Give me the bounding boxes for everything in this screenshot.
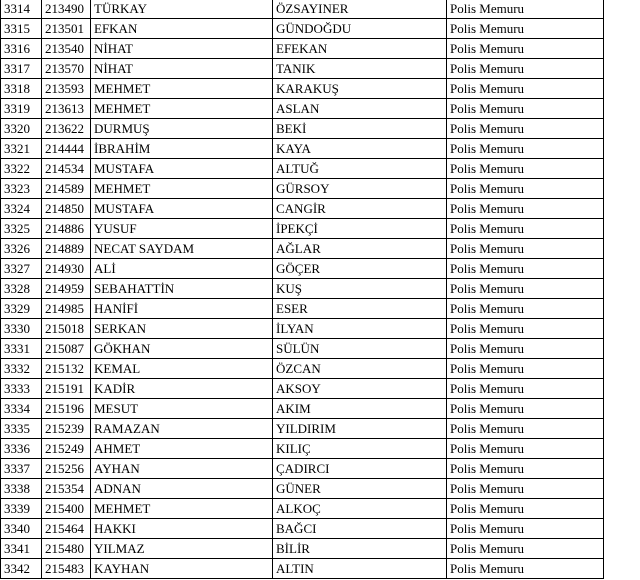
first-name-cell: HANİFİ — [91, 299, 273, 319]
first-name-cell: MEHMET — [91, 99, 273, 119]
registry-id-cell: 215354 — [42, 479, 91, 499]
surname-cell: KARAKUŞ — [273, 79, 447, 99]
rank-title-cell: Polis Memuru — [447, 399, 604, 419]
row-number-cell: 3325 — [1, 219, 42, 239]
registry-id-cell: 215196 — [42, 399, 91, 419]
registry-id-cell: 214959 — [42, 279, 91, 299]
table-row — [1, 479, 604, 499]
registry-id-cell: 213593 — [42, 79, 91, 99]
row-number-cell: 3324 — [1, 199, 42, 219]
registry-id-cell: 214930 — [42, 259, 91, 279]
rank-title-cell: Polis Memuru — [447, 439, 604, 459]
table-row — [1, 559, 604, 579]
rank-title-cell: Polis Memuru — [447, 19, 604, 39]
registry-id-cell: 214985 — [42, 299, 91, 319]
rank-title-cell: Polis Memuru — [447, 0, 604, 19]
table-row — [1, 239, 604, 259]
surname-cell: TANIK — [273, 59, 447, 79]
registry-id-cell: 215087 — [42, 339, 91, 359]
surname-cell: AKSOY — [273, 379, 447, 399]
rank-title-cell: Polis Memuru — [447, 499, 604, 519]
row-number-cell: 3336 — [1, 439, 42, 459]
row-number-cell: 3314 — [1, 0, 42, 19]
table-row — [1, 279, 604, 299]
registry-id-cell: 214444 — [42, 139, 91, 159]
rank-title-cell: Polis Memuru — [447, 119, 604, 139]
rank-title-cell: Polis Memuru — [447, 299, 604, 319]
registry-id-cell: 215464 — [42, 519, 91, 539]
registry-id-cell: 215191 — [42, 379, 91, 399]
first-name-cell: MEHMET — [91, 179, 273, 199]
surname-cell: GÜNDOĞDU — [273, 19, 447, 39]
table-row — [1, 19, 604, 39]
surname-cell: AKIM — [273, 399, 447, 419]
surname-cell: AĞLAR — [273, 239, 447, 259]
surname-cell: İLYAN — [273, 319, 447, 339]
first-name-cell: ALİ — [91, 259, 273, 279]
surname-cell: ÖZSAYINER — [273, 0, 447, 19]
row-number-cell: 3318 — [1, 79, 42, 99]
table-row — [1, 39, 604, 59]
row-number-cell: 3316 — [1, 39, 42, 59]
surname-cell: BAĞCI — [273, 519, 447, 539]
registry-id-cell: 213501 — [42, 19, 91, 39]
personnel-table-body — [1, 0, 604, 579]
surname-cell: GÜRSOY — [273, 179, 447, 199]
registry-id-cell: 215018 — [42, 319, 91, 339]
registry-id-cell: 213613 — [42, 99, 91, 119]
table-row — [1, 119, 604, 139]
first-name-cell: İBRAHİM — [91, 139, 273, 159]
rank-title-cell: Polis Memuru — [447, 479, 604, 499]
first-name-cell: MUSTAFA — [91, 199, 273, 219]
first-name-cell: YUSUF — [91, 219, 273, 239]
registry-id-cell: 214886 — [42, 219, 91, 239]
row-number-cell: 3315 — [1, 19, 42, 39]
first-name-cell: NİHAT — [91, 39, 273, 59]
row-number-cell: 3320 — [1, 119, 42, 139]
rank-title-cell: Polis Memuru — [447, 199, 604, 219]
surname-cell: İPEKÇİ — [273, 219, 447, 239]
rank-title-cell: Polis Memuru — [447, 39, 604, 59]
first-name-cell: RAMAZAN — [91, 419, 273, 439]
surname-cell: GÜNER — [273, 479, 447, 499]
table-row — [1, 419, 604, 439]
first-name-cell: NİHAT — [91, 59, 273, 79]
row-number-cell: 3332 — [1, 359, 42, 379]
row-number-cell: 3339 — [1, 499, 42, 519]
table-row — [1, 519, 604, 539]
row-number-cell: 3333 — [1, 379, 42, 399]
first-name-cell: TÜRKAY — [91, 0, 273, 19]
rank-title-cell: Polis Memuru — [447, 99, 604, 119]
rank-title-cell: Polis Memuru — [447, 459, 604, 479]
registry-id-cell: 215480 — [42, 539, 91, 559]
registry-id-cell: 214534 — [42, 159, 91, 179]
surname-cell: EFEKAN — [273, 39, 447, 59]
row-number-cell: 3337 — [1, 459, 42, 479]
table-row — [1, 459, 604, 479]
surname-cell: SÜLÜN — [273, 339, 447, 359]
rank-title-cell: Polis Memuru — [447, 339, 604, 359]
rank-title-cell: Polis Memuru — [447, 219, 604, 239]
first-name-cell: YILMAZ — [91, 539, 273, 559]
first-name-cell: EFKAN — [91, 19, 273, 39]
table-row — [1, 299, 604, 319]
table-row — [1, 399, 604, 419]
registry-id-cell: 213490 — [42, 0, 91, 19]
row-number-cell: 3342 — [1, 559, 42, 579]
rank-title-cell: Polis Memuru — [447, 259, 604, 279]
first-name-cell: AHMET — [91, 439, 273, 459]
registry-id-cell: 213622 — [42, 119, 91, 139]
surname-cell: ASLAN — [273, 99, 447, 119]
table-row — [1, 379, 604, 399]
table-row — [1, 159, 604, 179]
rank-title-cell: Polis Memuru — [447, 59, 604, 79]
rank-title-cell: Polis Memuru — [447, 139, 604, 159]
surname-cell: ALTIN — [273, 559, 447, 579]
registry-id-cell: 215483 — [42, 559, 91, 579]
surname-cell: BİLİR — [273, 539, 447, 559]
table-row — [1, 99, 604, 119]
surname-cell: CANGİR — [273, 199, 447, 219]
rank-title-cell: Polis Memuru — [447, 319, 604, 339]
table-row — [1, 499, 604, 519]
surname-cell: YILDIRIM — [273, 419, 447, 439]
surname-cell: ALKOÇ — [273, 499, 447, 519]
surname-cell: ALTUĞ — [273, 159, 447, 179]
first-name-cell: MUSTAFA — [91, 159, 273, 179]
rank-title-cell: Polis Memuru — [447, 519, 604, 539]
surname-cell: GÖÇER — [273, 259, 447, 279]
first-name-cell: AYHAN — [91, 459, 273, 479]
row-number-cell: 3322 — [1, 159, 42, 179]
table-row — [1, 539, 604, 559]
registry-id-cell: 215132 — [42, 359, 91, 379]
registry-id-cell: 215400 — [42, 499, 91, 519]
rank-title-cell: Polis Memuru — [447, 279, 604, 299]
row-number-cell: 3317 — [1, 59, 42, 79]
rank-title-cell: Polis Memuru — [447, 379, 604, 399]
registry-id-cell: 215239 — [42, 419, 91, 439]
surname-cell: KAYA — [273, 139, 447, 159]
table-row — [1, 439, 604, 459]
table-row — [1, 359, 604, 379]
row-number-cell: 3330 — [1, 319, 42, 339]
first-name-cell: NECAT SAYDAM — [91, 239, 273, 259]
table-row — [1, 139, 604, 159]
registry-id-cell: 214889 — [42, 239, 91, 259]
first-name-cell: SEBAHATTİN — [91, 279, 273, 299]
surname-cell: KILIÇ — [273, 439, 447, 459]
registry-id-cell: 214850 — [42, 199, 91, 219]
first-name-cell: GÖKHAN — [91, 339, 273, 359]
surname-cell: ESER — [273, 299, 447, 319]
registry-id-cell: 215249 — [42, 439, 91, 459]
table-row — [1, 0, 604, 19]
row-number-cell: 3335 — [1, 419, 42, 439]
row-number-cell: 3326 — [1, 239, 42, 259]
rank-title-cell: Polis Memuru — [447, 239, 604, 259]
first-name-cell: SERKAN — [91, 319, 273, 339]
table-row — [1, 59, 604, 79]
rank-title-cell: Polis Memuru — [447, 159, 604, 179]
first-name-cell: KAYHAN — [91, 559, 273, 579]
registry-id-cell: 213540 — [42, 39, 91, 59]
row-number-cell: 3331 — [1, 339, 42, 359]
first-name-cell: DURMUŞ — [91, 119, 273, 139]
surname-cell: ÇADIRCI — [273, 459, 447, 479]
first-name-cell: MESUT — [91, 399, 273, 419]
first-name-cell: HAKKI — [91, 519, 273, 539]
row-number-cell: 3334 — [1, 399, 42, 419]
rank-title-cell: Polis Memuru — [447, 359, 604, 379]
row-number-cell: 3329 — [1, 299, 42, 319]
row-number-cell: 3327 — [1, 259, 42, 279]
table-row — [1, 319, 604, 339]
row-number-cell: 3338 — [1, 479, 42, 499]
first-name-cell: KEMAL — [91, 359, 273, 379]
registry-id-cell: 214589 — [42, 179, 91, 199]
rank-title-cell: Polis Memuru — [447, 539, 604, 559]
table-row — [1, 199, 604, 219]
surname-cell: ÖZCAN — [273, 359, 447, 379]
row-number-cell: 3323 — [1, 179, 42, 199]
table-row — [1, 219, 604, 239]
registry-id-cell: 213570 — [42, 59, 91, 79]
table-row — [1, 259, 604, 279]
row-number-cell: 3340 — [1, 519, 42, 539]
row-number-cell: 3321 — [1, 139, 42, 159]
rank-title-cell: Polis Memuru — [447, 79, 604, 99]
first-name-cell: KADİR — [91, 379, 273, 399]
row-number-cell: 3319 — [1, 99, 42, 119]
surname-cell: KUŞ — [273, 279, 447, 299]
row-number-cell: 3341 — [1, 539, 42, 559]
table-row — [1, 179, 604, 199]
table-row — [1, 79, 604, 99]
registry-id-cell: 215256 — [42, 459, 91, 479]
rank-title-cell: Polis Memuru — [447, 559, 604, 579]
rank-title-cell: Polis Memuru — [447, 419, 604, 439]
table-row — [1, 339, 604, 359]
first-name-cell: ADNAN — [91, 479, 273, 499]
first-name-cell: MEHMET — [91, 79, 273, 99]
row-number-cell: 3328 — [1, 279, 42, 299]
first-name-cell: MEHMET — [91, 499, 273, 519]
rank-title-cell: Polis Memuru — [447, 179, 604, 199]
surname-cell: BEKİ — [273, 119, 447, 139]
